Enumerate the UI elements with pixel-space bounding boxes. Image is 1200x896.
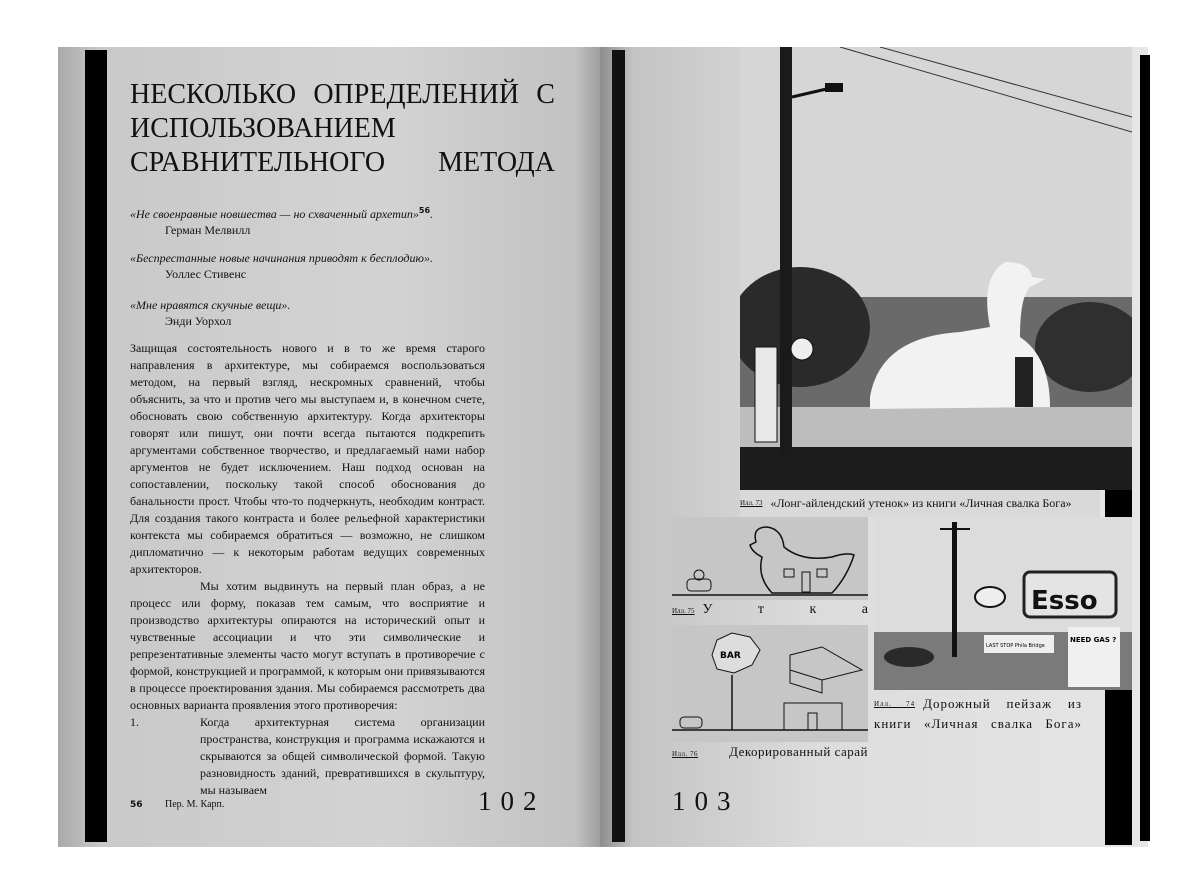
- caption-76: [672, 744, 868, 760]
- illustration-label: Илл. 73: [740, 499, 763, 507]
- duck-building-photo: [740, 47, 1132, 490]
- list-item: [130, 714, 485, 799]
- epigraph-author: Уоллес Стивенс: [165, 267, 247, 281]
- caption-text: «Лонг-айлендский утенок» из книги «Личная свалка Бога»: [770, 496, 1072, 510]
- epigraph: [130, 203, 433, 238]
- page-edge-bar: [1140, 55, 1150, 841]
- page-number: 103: [672, 786, 740, 816]
- epigraph: [130, 250, 433, 282]
- epigraph-quote: «Беспрестанные новые начинания приводят к бесплодию».: [130, 251, 433, 265]
- illustration-label: Илл. 74: [874, 700, 916, 708]
- epigraph-author: Герман Мелвилл: [165, 223, 251, 237]
- page-edge-bar: [85, 50, 107, 842]
- body-text: [130, 340, 485, 799]
- black-block: [1105, 490, 1132, 517]
- footnote-number: 56: [130, 800, 143, 810]
- decorated-shed-sketch: [672, 625, 868, 742]
- list-text: Когда архитектурная система организации пространства, конструкция и программа искажаются и скрываются за общей символической формой. Такую разновидность зданий, превратившихся в скульптуру, мы называем: [200, 715, 485, 797]
- roadside-landscape-photo: [874, 517, 1132, 690]
- illustration-label: Илл. 76: [672, 750, 699, 758]
- caption-75: [672, 602, 868, 622]
- page-title: НЕСКОЛЬКО ОПРЕДЕЛЕНИЙ С ИСПОЛЬЗОВАНИЕМ СРАВНИТЕЛЬНОГО МЕТОДА: [130, 79, 555, 178]
- epigraph-quote: «Мне нравятся скучные вещи».: [130, 298, 291, 312]
- page-number: 102: [478, 786, 546, 816]
- paragraph: Мы хотим выдвинуть на первый план образ, а не процесс или форму, показав тем самым, что восприятие и производство архитектуры опираются на исторический опыт и чувственные ассоциации и что эти символические и репрезентативные элементы часто могут вступать в противоречие с формой, конструкцией и программой, к которым они привязываются в процессе проектирования здания. Мы собираемся рассмотреть два основных варианта проявления этого противоречия:: [130, 579, 485, 712]
- paragraph: Защищая состоятельность нового и в то же время старого направления в архитектуре, мы собираемся воспользоваться методом, на первый взгляд, нескромных сравнений, чтобы объяснить, за что и против чего мы выступаем и, в конечном счете, обосновать свою собственную архитектуру. Когда архитекторы говорят или пишут, они почти всегда пытаются подкрепить аргументами собственное творчество, и предлагаемый нами набор аргументов не будет исключением. Наш подход основан на сопоставлении, поскольку такой способ обоснования до банальности прост. Чтобы что-то подчеркнуть, необходим контраст. Для создания такого контраста и более рельефной характеристики контекста мы собираемся обратиться — возможно, не слишком дипломатично — к некоторым работам ведущих современных архитекторов.: [130, 341, 485, 576]
- epigraph-author: Энди Уорхол: [165, 314, 232, 328]
- last-stop-sign: LAST STOP Phila Bridge: [986, 643, 1045, 649]
- footnote-ref: 56: [418, 206, 431, 215]
- caption-74: [874, 694, 1082, 734]
- sketch-sign-bar: BAR: [720, 651, 741, 661]
- epigraph: [130, 297, 290, 329]
- epigraph-end: .: [430, 207, 434, 221]
- caption-text: Дорожный пейзаж из книги «Личная свалка Бога»: [874, 696, 1082, 731]
- caption-text: У т к а: [702, 602, 868, 617]
- need-gas-sign: NEED GAS ?: [1070, 636, 1117, 644]
- footnote-text: Пер. М. Карп.: [165, 799, 225, 810]
- duck-sketch: [672, 517, 868, 600]
- gutter-bar: [612, 50, 625, 842]
- black-block: [1105, 690, 1132, 845]
- esso-sign: Esso: [1031, 586, 1098, 616]
- epigraph-quote: «Не своенравные новшества — но схваченный архетип»: [130, 207, 419, 221]
- list-number: 1.: [130, 715, 139, 729]
- caption-73: [740, 490, 1100, 517]
- caption-text: Декорированный сарай: [729, 744, 868, 759]
- illustration-label: Илл. 75: [672, 607, 695, 615]
